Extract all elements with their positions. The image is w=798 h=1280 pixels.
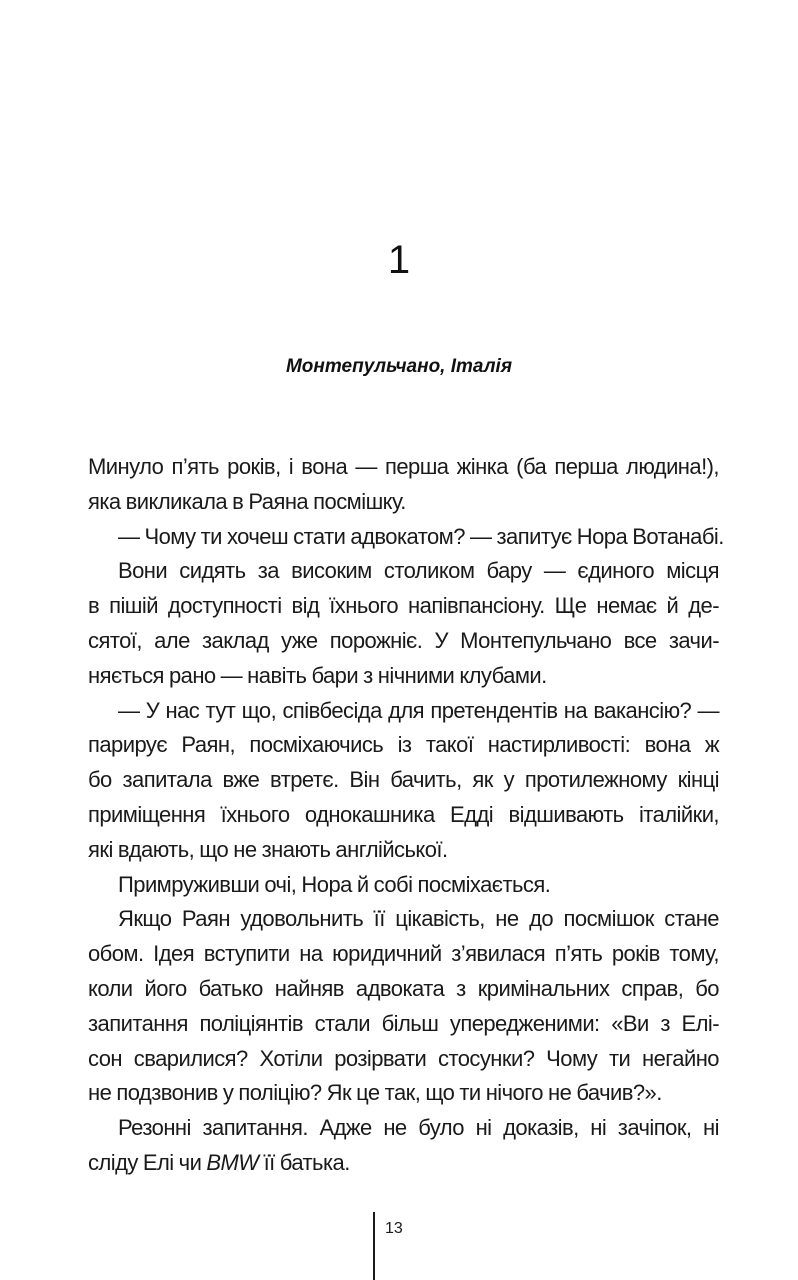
chapter-location: Монтепульчано, Італія [285, 356, 513, 377]
italic-text: BMW [206, 1149, 259, 1175]
text-line: обом. Ідея вступити на юридичний з’явилася п’ять років тому, [88, 941, 719, 967]
text-line: в пішій доступності від їхнього напівпансіону. Ще немає й де- [88, 593, 719, 619]
text-line: сон сварилися? Хотіли розірвати стосунки? Чому ти негайно [88, 1045, 719, 1071]
text-line: які вдають, що не знають англійської. [88, 836, 448, 862]
text-line: яка викликала в Раяна посмішку. [88, 488, 406, 514]
text-line: запитання поліціянтів стали більш упередженими: «Ви з Елі- [88, 1010, 719, 1036]
page-number: 13 [385, 1220, 403, 1237]
text-line: — У нас тут що, співбесіда для претендентів на вакансію? — [118, 697, 719, 723]
text-line: Минуло п’ять років, і вона — перша жінка (ба перша людина!), [88, 454, 719, 479]
text-line: сятої, але заклад уже порожніє. У Монтепульчано все зачи- [88, 627, 719, 653]
text-line: Якщо Раян удовольнить її цікавість, не до посмішок стане [118, 906, 719, 932]
footer-rule [373, 1212, 375, 1280]
text-line: бо запитала вже втретє. Він бачить, як у протилежному кінці [88, 767, 719, 793]
text-line: Примруживши очі, Нора й собі посміхається. [118, 871, 551, 897]
text-line-final [88, 1146, 719, 1181]
text-fragment: її батька. [258, 1149, 350, 1175]
text-fragment: сліду Елі чи [88, 1149, 207, 1175]
text-line: Резонні запитання. Адже не було ні доказів, ні зачіпок, ні [118, 1115, 719, 1141]
text-line: парирує Раян, посміхаючись із такої настирливості: вона ж [88, 732, 719, 758]
text-line: приміщення їхнього однокашника Едді відшивають італійки, [88, 801, 719, 827]
text-line: Вони сидять за високим столиком бару — єдиного місця [118, 558, 719, 584]
text-line: — Чому ти хочеш стати адвокатом? — запитує Нора Вотанабі. [118, 523, 724, 549]
text-line: няється рано — навіть бари з нічними клубами. [88, 662, 547, 688]
chapter-number: 1 [387, 238, 411, 282]
text-line: не подзвонив у поліцію? Як це так, що ти нічого не бачив?». [88, 1080, 662, 1106]
body-text [88, 450, 724, 1181]
text-line: коли його батько найняв адвоката з кримінальних справ, бо [88, 975, 719, 1001]
